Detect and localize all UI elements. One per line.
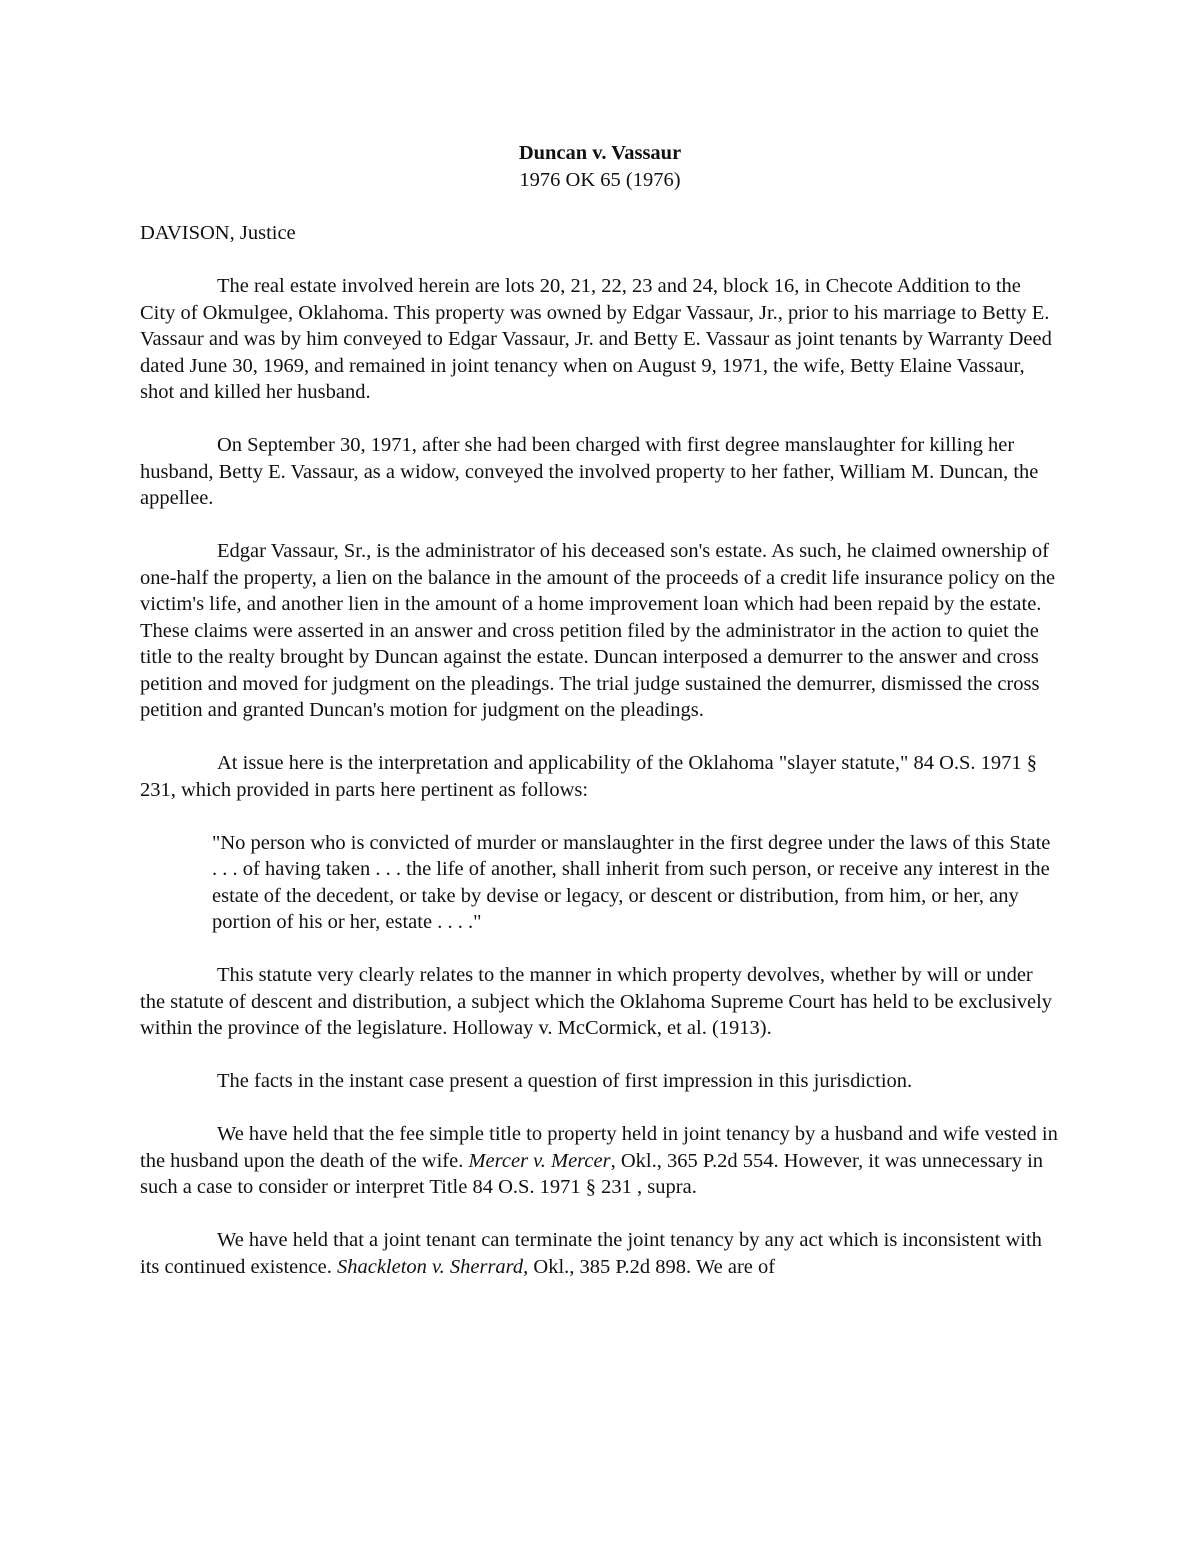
paragraph-3: Edgar Vassaur, Sr., is the administrator of his deceased son's estate. As such, he claimed ownership of one-half the property, a lien on the balance in the amount of the proceeds of a credit life insurance policy on the victim's life, and another lien in the amount of a home improvement loan which had been repaid by the estate. These claims were asserted in an answer and cross petition filed by the administrator in the action to quiet the title to the realty brought by Duncan against the estate. Duncan interposed a demurrer to the answer and cross petition and moved for judgment on the pleadings. The trial judge sustained the demurrer, dismissed the cross petition and granted Duncan's motion for judgment on the pleadings. bbox=[140, 540, 1056, 721]
paragraph-2: On September 30, 1971, after she had been charged with first degree manslaughter for killing her husband, Betty E. Vassaur, as a widow, conveyed the involved property to her father, William M. Duncan, the appellee. bbox=[140, 434, 1039, 509]
case-title: Duncan v. Vassaur bbox=[518, 142, 682, 164]
shackleton-case-name: Shackleton v. Sherrard bbox=[336, 1255, 524, 1278]
document-page bbox=[140, 140, 1060, 1280]
shackleton-text-after: , Okl., 385 P.2d 898. We are of bbox=[523, 1255, 776, 1278]
mercer-case-name: Mercer v. Mercer bbox=[468, 1149, 611, 1172]
mercer-text-before: We have held that the fee simple title to property held in joint tenancy by a husband and wife vested in the husband upon the death of the wife. bbox=[140, 1123, 1058, 1172]
statute-quote: "No person who is convicted of murder or manslaughter in the first degree under the laws of this State . . . of having taken . . . the life of another, shall inherit from such person, or receive any interest in the estate of the decedent, or take by devise or legacy, or descent or distribution, from him, or her, any portion of his or her, estate . . . ." bbox=[212, 831, 1051, 933]
paragraph-mercer bbox=[140, 1121, 1060, 1201]
paragraph-5: This statute very clearly relates to the manner in which property devolves, whether by will or under the statute of descent and distribution, a subject which the Oklahoma Supreme Court has held to be exclusively within the province of the legislature. Holloway v. McCormick, et al. (1913). bbox=[140, 964, 1053, 1039]
shackleton-text-before: We have held that a joint tenant can terminate the joint tenancy by any act which is inconsistent with its continued existence. bbox=[140, 1229, 1042, 1278]
opinion-author: DAVISON, Justice bbox=[140, 222, 296, 244]
paragraph-6: The facts in the instant case present a question of first impression in this jurisdiction. bbox=[217, 1070, 913, 1092]
mercer-text-after: , Okl., 365 P.2d 554. However, it was unnecessary in such a case to consider or interpret Title 84 O.S. 1971 § 231 , supra. bbox=[140, 1149, 1044, 1198]
paragraph-1: The real estate involved herein are lots 20, 21, 22, 23 and 24, block 16, in Checote Addition to the City of Okmulgee, Oklahoma. This property was owned by Edgar Vassaur, Jr., prior to his marriage to Betty E. Vassaur and was by him conveyed to Edgar Vassaur, Jr. and Betty E. Vassaur as joint tenants by Warranty Deed dated June 30, 1969, and remained in joint tenancy when on August 9, 1971, the wife, Betty Elaine Vassaur, shot and killed her husband. bbox=[140, 275, 1052, 403]
title-block bbox=[140, 140, 1060, 193]
case-citation: 1976 OK 65 (1976) bbox=[519, 168, 681, 191]
paragraph-shackleton bbox=[140, 1227, 1060, 1280]
paragraph-4: At issue here is the interpretation and applicability of the Oklahoma "slayer statute," 84 O.S. 1971 § 231, which provided in parts here pertinent as follows: bbox=[140, 752, 1038, 801]
